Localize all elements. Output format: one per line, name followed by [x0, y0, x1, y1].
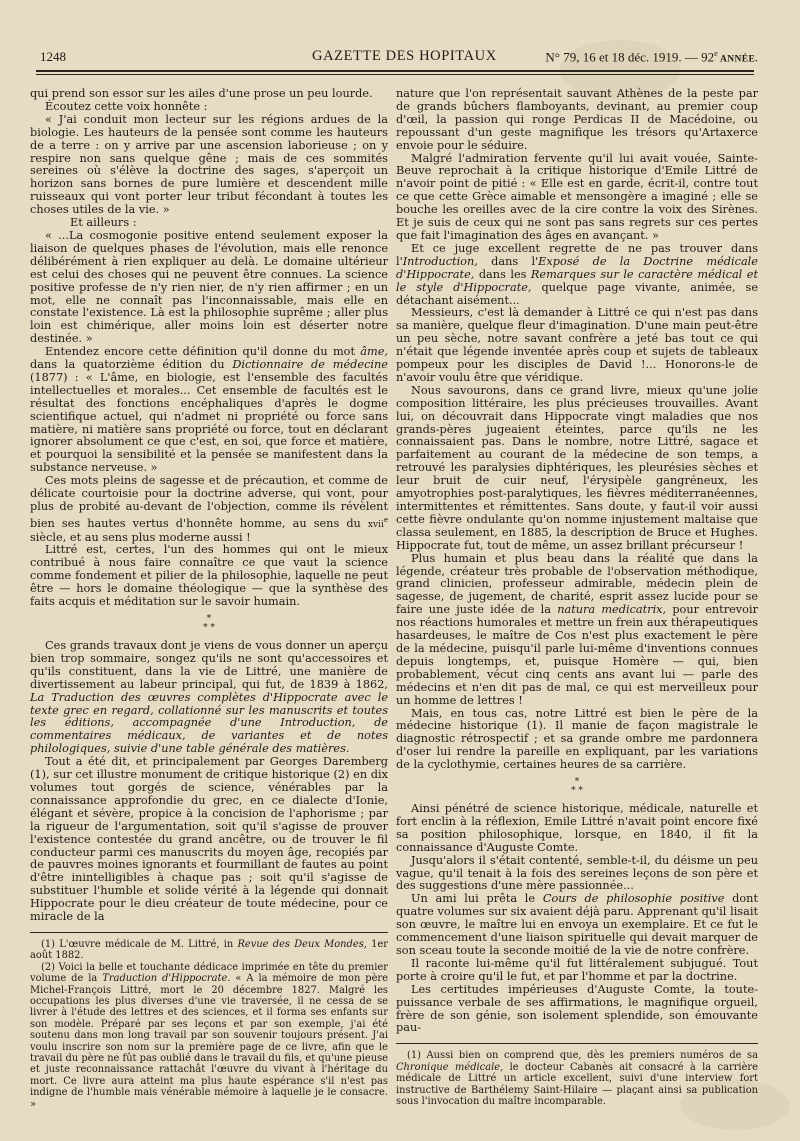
right-column	[396, 88, 758, 1107]
paragraph: Ces grands travaux dont je viens de vous donner un aperçu bien trop sommaire, songez qu'ils ne sont qu'accessoires et qu'ils constituent, dans la vie de Littré, une manière de divertissement au labeur principal, qui fut, de 1839 à 1862, La Traduction des œuvres complètes d'Hippocrate avec le texte grec en regard, collationné sur les manuscrits et toutes les éditions, accompagnée d'une Introduction, de commentaires médicaux, de variantes et de notes philologiques, suivie d'une table générale des matières.	[30, 639, 388, 756]
header-rule	[36, 70, 754, 72]
left-column	[30, 88, 388, 1110]
page-header	[36, 47, 758, 69]
paragraph: nature que l'on représentait sauvant Athènes de la peste par de grands bûchers flamboyants, devinant, au premier coup d'œil, la passion qui ronge Perdicas II de Macédoine, ou repoussant d'un geste magnifique les trésors qu'Artaxerce envoie pour le séduire.	[396, 87, 758, 152]
paragraph: Littré est, certes, l'un des hommes qui ont le mieux contribué à nous faire connaître ce que vaut la science comme fondement et pilier de la philosophie, laquelle ne peut être — hors le domaine théologique — que la synthèse des faits acquis et méditation sur le savoir humain.	[30, 543, 388, 609]
page-number: 1248	[40, 49, 66, 64]
quote-paragraph: « ...La cosmogonie positive entend seulement exposer la liaison de quelques phases de l'évolution, mais elle renonce délibérément à rien expliquer au delà. Le domaine ultérieur est celui des choses qui ne peuvent être connues. La science positive professe de n'y rien nier, de n'y rien affirmer ; en un mot, elle ne connaît pas l'inconnaissable, mais elle en constate l'existence. Là est la philosophie suprême ; aller plus loin est chimérique, aller moins loin est déserter notre destinée. »	[30, 228, 388, 346]
section-separator: * * *	[571, 777, 583, 797]
issue-info: N° 79, 16 et 18 déc. 1919. — 92e ANNÉE.	[545, 49, 758, 65]
footnotes	[30, 939, 388, 1110]
footnote-rule	[30, 932, 388, 933]
footnote-rule	[396, 1043, 758, 1044]
quote-paragraph: « J'ai conduit mon lecteur sur les régions ardues de la biologie. Les hauteurs de la pensée sont comme les hauteurs de a terre : on y arrive par une ascension laborieuse ; on y respire non sans quelque gêne ; mais de ces sommités sereines où s'élève la doctrine des sages, s'aperçoit un horizon sans bornes de pure lumière et descendent mille ruisseaux qui vont porter leur tribut fécondant à toutes les choses utiles de la vie. »	[30, 112, 388, 217]
paragraph: Entendez encore cette définition qu'il donne du mot âme, dans la quatorzième édition du Dictionnaire de médecine (1877) : « L'âme, en biologie, est l'ensemble des facultés intellectuelles et morales... Cet ensemble de facultés est le résultat des fonctions encéphaliques d'après le dogme scientifique actuel, qui n'admet ni propriété ou force sans matière, ni matière sans propriété ou force, tout en déclarant ignorer absolument ce que c'est, en soi, que force et matière, et pourquoi la sensibilité et la pensée se manifestent dans la substance nerveuse. »	[30, 345, 388, 475]
header-rule-thin	[36, 74, 754, 75]
paragraph: Tout a été dit, et principalement par Georges Daremberg (1), sur cet illustre monument de critique historique (2) en dix volumes tout gorgés de science, vénérables par la connaissance approfondie du grec, en ce dialecte d'Ionie, élégant et sévère, propice à la concision de l'aphorisme ; par la rigueur de l'argumentation, soit qu'il s'agisse de prouver l'existence contestée du grand ancêtre, ou de trouver le fil conducteur parmi ces manuscrits du moyen âge, recopiés par de pauvres moines ignorants et fourmillant de fautes au point d'être inintelligibles à chaque pas ; soit qu'il s'agisse de substituer l'humble et solide vérité à la légende qui donnait Hippocrate pour le dieu créateur de toute médecine, pour ce miracle de la	[30, 755, 388, 924]
paragraph: Malgré l'admiration fervente qu'il lui avait vouée, Sainte-Beuve reprochait à la critique historique d'Emile Littré de n'avoir point de pitié : « Elle est en garde, écrit-il, contre tout ce que cette Grèce aimable et mensongère a imaginé ; elle se bouche les oreilles avec de la cire contre la voix des Sirènes. Et je suis de ceux qui ne sont pas sans regrets sur ces pertes que fait l'imagination des âges en avançant. »	[396, 151, 758, 242]
paragraph: Nous savourons, dans ce grand livre, mieux qu'une jolie composition littéraire, les plus précieuses trouvailles. Avant lui, on découvrait dans Hippocrate vingt maladies que nos grands-pères jugeaient éteintes, parce qu'ils ne les connaissaient pas. Dans le nombre, notre Littré, sagace et parfaitement au courant de la médecine de son temps, a retrouvé les paralysies diphtériques, les pleurésies sèches et leur bruit de cuir neuf, l'érysipèle gangréneux, les amyotrophies post-paralytiques, les fièvres méditerranéennes, intermittentes et rémittentes. Sans doute, y faut-il voir aussi cette fièvre ondulante qu'on nomme injustement maltaise que classa seulement, en 1885, la description de Bruce et Hughes. Hippocrate fut, tout de même, un assez brillant précurseur !	[396, 383, 758, 552]
section-separator: * * *	[203, 614, 215, 634]
paragraph: Il raconte lui-même qu'il fut littéralement subjugué. Tout porte à croire qu'il le fut, et par l'homme et par la doctrine.	[396, 956, 758, 983]
paragraph: Les certitudes impérieuses d'Auguste Comte, la toute-puissance verbale de ses affirmations, le magnifique orgueil, frère de son génie, son isolement splendide, son émouvante pau-	[396, 982, 758, 1035]
paragraph: Plus humain et plus beau dans la réalité que dans la légende, créateur très probable de l'observation méthodique, grand clinicien, professeur admirable, médecin plein de sagesse, de jugement, de charité, esprit assez lucide pour se faire une juste idée de la natura medicatrix, pour entrevoir nos réactions humorales et mettre un frein aux thérapeutiques hasardeuses, le maître de Cos n'est plus exactement le père de la médecine, puisqu'il parle lui-même d'inventions connues depuis longtemps, et, puisque Homère — qui, bien probablement, vécut cinq cents ans avant lui — parle des médecins et n'en dit pas de mal, ce qui est merveilleux pour un homme de lettres !	[396, 551, 758, 707]
paragraph: Et ce juge excellent regrette de ne pas trouver dans l'Introduction, dans l'Exposé de la Doctrine médicale d'Hippocrate, dans les Remarques sur le caractère médical et le style d'Hippocrate, quelque page vivante, animée, se détachant aisément...	[396, 241, 759, 307]
paragraph: Jusqu'alors il s'était contenté, semble-t-il, du déisme un peu vague, qu'il tenait à la fois des sereines leçons de son père et des suggestions d'une mère passionnée...	[396, 853, 758, 893]
paragraph: Messieurs, c'est là demander à Littré ce qui n'est pas dans sa manière, quelque fleur d'imagination. D'une main peut-être un peu sèche, notre savant confrère a jeté bas tout ce qui n'était que légende inventée après coup et sujets de tableaux pompeux pour les disciples de David !... Honorons-le de n'avoir voulu être que véridique.	[396, 306, 758, 384]
paragraph: Mais, en tous cas, notre Littré est bien le père de la médecine historique (1). Il manie de façon magistrale le diagnostic rétrospectif ; et sa grande ombre me pardonnera d'oser lui rendre la pareille en expliquant, par les variations de la cyclothymie, certaines heures de sa carrière.	[396, 706, 758, 772]
publication-title: GAZETTE DES HOPITAUX	[312, 48, 497, 64]
paragraph: Ainsi pénétré de science historique, médicale, naturelle et fort enclin à la réflexion, Emile Littré n'avait point encore fixé sa position philosophique, lorsque, en 1840, il fit la connaissance d'Auguste Comte.	[396, 802, 758, 854]
footnotes	[396, 1050, 758, 1107]
footnote: (1) L'œuvre médicale de M. Littré, in Revue des Deux Mondes, 1er août 1882.	[30, 938, 388, 962]
paragraph: Écoutez cette voix honnête :	[45, 99, 208, 113]
paragraph: qui prend son essor sur les ailes d'une prose un peu lourde.	[30, 87, 373, 100]
footnote: (1) Aussi bien on comprend que, dès les premiers numéros de sa Chronique médicale, le docteur Cabanès ait consacré à la carrière médicale de Littré un article excellent, suivi d'une interview fort instructive de Barthélemy Saint-Hilaire — plaçant ainsi sa publication sous l'invocation du maître incomparable.	[396, 1050, 758, 1107]
paragraph: Un ami lui prêta le Cours de philosophie positive dont quatre volumes sur six avaient déjà paru. Apprenant qu'il lisait son œuvre, le maître lui en envoya un exemplaire. Et ce fut le commencement d'une liaison spirituelle qui devait marquer de son sceau toute la seconde moitié de la vie de notre confrère.	[396, 892, 758, 957]
footnote: (2) Voici la belle et touchante dédicace imprimée en tête du premier volume de la Traduction d'Hippocrate. « A la mémoire de mon père Michel-François Littré, mort le 20 décembre 1827. Malgré les occupations les plus diverses d'une vie traversée, il ne cessa de se livrer à l'étude des lettres et des sciences, et il forma ses enfants sur son modèle. Préparé par ses leçons et par son exemple, j'ai été soutenu dans mon long travail par son souvenir toujours présent. J'ai voulu inscrire son nom sur la première page de ce livre, afin que le travail du père ne fût pas oublié dans le travail du fils, et qu'une pieuse et juste reconnaissance rattachât l'œuvre du vivant à l'héritage du mort. Ce livre aura atteint ma plus haute espérance s'il n'est pas indigne de l'humble mais vénérable mémoire à laquelle je le consacre. »	[30, 961, 388, 1110]
paragraph: Ces mots pleins de sagesse et de précaution, et comme de délicate courtoisie pour la doctrine adverse, qui vont, pour plus de probité au-devant de l'objection, comme ils révèlent bien ses hautes vertus d'honnête homme, au sens du xvii$^e$ siècle, et au sens plus moderne aussi !	[30, 474, 388, 544]
paragraph: Et ailleurs :	[70, 216, 137, 230]
